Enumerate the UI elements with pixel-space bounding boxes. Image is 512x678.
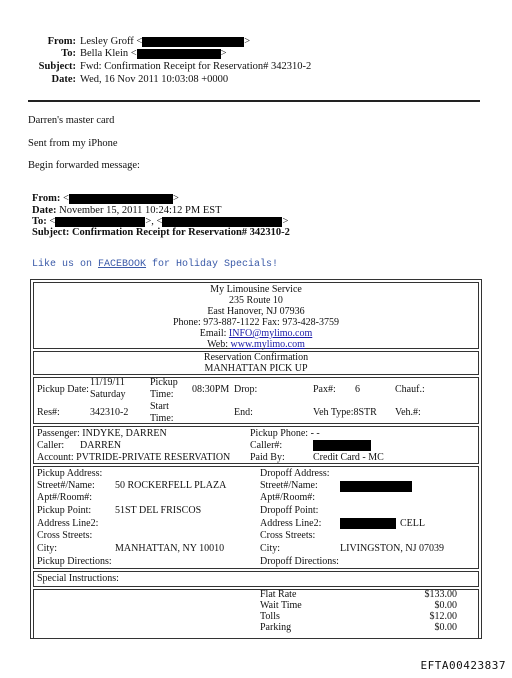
header-from: From: Lesley Groff < > [20, 36, 250, 47]
company-address1: 235 Route 10 [229, 295, 283, 306]
pax-value: 6 [355, 384, 360, 395]
pax-label: Pax#: [313, 384, 336, 395]
pickup-time: 08:30PM [192, 384, 230, 395]
company-email: Email: INFO@mylimo.com [199, 328, 313, 339]
subject-label: Subject: [38, 61, 76, 72]
redaction [137, 49, 221, 59]
charge-amount: $0.00 [434, 622, 457, 633]
divider [28, 100, 480, 102]
charge-amount: $133.00 [424, 589, 457, 600]
account-value: PVTRIDE-PRIVATE RESERVATION [76, 452, 231, 463]
redaction [313, 440, 371, 451]
caller-label: Caller: [37, 440, 65, 451]
caller-value: DARREN [80, 440, 122, 451]
redaction [162, 217, 282, 227]
date-label: Date: [51, 74, 76, 85]
confirmation-block [33, 351, 479, 375]
fwd-date: Date: November 15, 2011 10:24:12 PM EST [32, 205, 222, 216]
charge-label: Flat Rate [260, 589, 297, 600]
passenger-label: Passenger: [37, 428, 80, 439]
chauf-label: Chauf.: [395, 384, 425, 395]
paid-by-label: Paid By: [250, 452, 285, 463]
charge-label: Wait Time [260, 600, 302, 611]
company-address2: East Hanover, NJ 07936 [207, 306, 305, 317]
pickup-point: 51ST DEL FRISCOS [115, 505, 202, 516]
redaction [55, 217, 145, 227]
company-block [33, 282, 479, 349]
header-subject [20, 61, 311, 72]
body-line-2: Sent from my iPhone [28, 138, 118, 149]
account-label: Account: [37, 452, 74, 463]
pickup-address-title: Pickup Address: [37, 468, 103, 479]
passenger-name: INDYKE, DARREN [82, 428, 167, 439]
veh-no-label: Veh.#: [395, 407, 421, 418]
company-web: Web: www.mylimo.com [207, 339, 305, 350]
facebook-line: Like us on FACEBOOK for Holiday Specials! [32, 259, 279, 270]
date-value: Wed, 16 Nov 2011 10:03:08 +0000 [80, 74, 229, 85]
start-time-label: Start [150, 401, 169, 412]
redaction [340, 518, 396, 529]
header-to: To: Bella Klein < > [20, 48, 227, 59]
body-line-1: Darren's master card [28, 115, 115, 126]
redaction [340, 481, 412, 492]
email-link[interactable]: INFO@mylimo.com [228, 328, 313, 339]
paid-by-value: Credit Card - MC [313, 452, 384, 463]
res-label: Res#: [37, 407, 60, 418]
pickup-city: MANHATTAN, NY 10010 [115, 543, 225, 554]
fwd-from: From: < > [32, 193, 179, 204]
to-value: Bella Klein < [80, 48, 137, 59]
caller-no-label: Caller#: [250, 440, 283, 451]
fwd-subject: Subject: Confirmation Receipt for Reservation# 342310-2 [32, 227, 290, 238]
confirmation-subtitle: MANHATTAN PICK UP [204, 363, 308, 374]
charges-block [33, 589, 479, 639]
pickup-day: Saturday [90, 389, 126, 400]
confirmation-title: Reservation Confirmation [203, 352, 309, 363]
veh-type: Veh Type:8STR [313, 407, 377, 418]
redaction [69, 194, 173, 204]
company-name: My Limousine Service [210, 284, 302, 295]
fwd-to: To: < >, < > [32, 216, 289, 227]
document-id: EFTA00423837 [420, 659, 506, 672]
special-label: Special Instructions: [37, 573, 119, 584]
charge-label: Tolls [260, 611, 280, 622]
pickup-time-label: Pickup [150, 377, 178, 388]
drop-label: Drop: [234, 384, 258, 395]
pickup-date: 11/19/11 [90, 377, 125, 388]
to-label: To: [61, 48, 76, 59]
body-line-3: Begin forwarded message: [28, 160, 140, 171]
res-value: 342310-2 [90, 407, 129, 418]
header-date [20, 74, 228, 85]
pickup-phone: - - [310, 428, 320, 439]
pickup-date-label: Pickup Date: [37, 384, 89, 395]
redaction [142, 37, 244, 47]
from-label: From: [47, 36, 76, 47]
from-value: Lesley Groff < [80, 36, 143, 47]
pickup-street: 50 ROCKERFELL PLAZA [115, 480, 227, 491]
dropoff-city: LIVINGSTON, NJ 07039 [340, 543, 444, 554]
dropoff-addr2: CELL [400, 518, 425, 529]
web-link[interactable]: www.mylimo.com [230, 339, 305, 350]
charge-amount: $12.00 [429, 611, 457, 622]
pickup-phone-label: Pickup Phone: [250, 428, 309, 439]
charge-amount: $0.00 [434, 600, 457, 611]
end-label: End: [234, 407, 253, 418]
charge-label: Parking [260, 622, 292, 633]
facebook-link[interactable]: FACEBOOK [98, 259, 147, 270]
company-phone: Phone: 973-887-1122 Fax: 973-428-3759 [172, 317, 339, 328]
subject-value: Fwd: Confirmation Receipt for Reservation# 342310-2 [80, 61, 312, 72]
dropoff-address-title: Dropoff Address: [260, 468, 330, 479]
